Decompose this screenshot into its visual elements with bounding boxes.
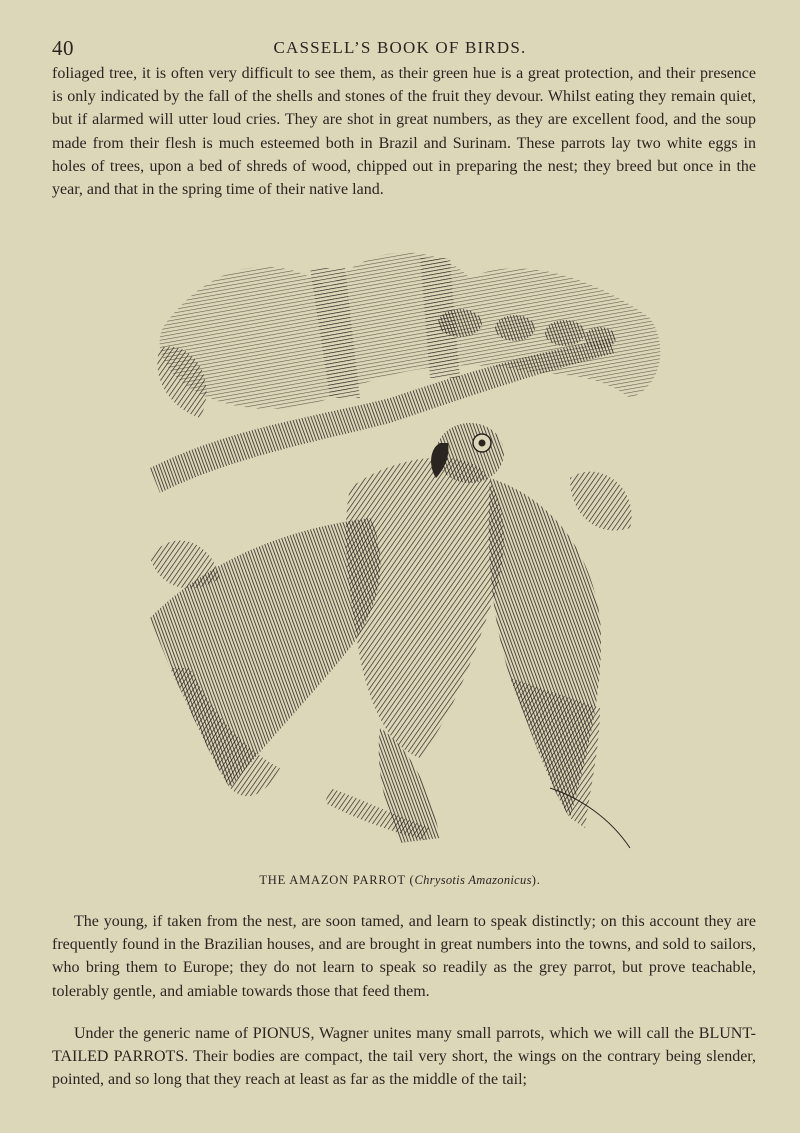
page-number: 40	[52, 36, 74, 60]
caption-suffix: ).	[531, 873, 541, 887]
figure-caption	[0, 873, 800, 888]
running-head: CASSELL’S BOOK OF BIRDS.	[273, 38, 527, 57]
caption-scientific-name: Chrysotis Amazonicus	[414, 873, 532, 887]
body-paragraph-3: Under the generic name of PIONUS, Wagner unites many small parrots, which we will call the BLUNT-TAILED PARROTS. Their bodies are compact, the tail very short, the wings on the contrary being slender, pointed, and so long that they reach at least as far as the middle of the tail;	[52, 1025, 756, 1089]
caption-prefix: THE AMAZON PARROT (	[259, 873, 415, 887]
parrot-illustration	[130, 228, 690, 860]
body-paragraph-1: foliaged tree, it is often very difficult to see them, as their green hue is a great protection, and their presence is only indicated by the fall of the shells and stones of the fruit they devour. Whilst eating they remain quiet, but if alarmed will utter loud cries. They are shot in great numbers, as they are excellent food, and the soup made from their flesh is much esteemed both in Brazil and Surinam. These parrots lay two white eggs in holes of trees, upon a bed of shreds of wood, chipped out in preparing the nest; they breed but once in the year, and that in the spring time of their native land.	[52, 65, 756, 199]
body-paragraph-2: The young, if taken from the nest, are soon tamed, and learn to speak distinctly; on this account they are frequently found in the Brazilian houses, and are brought in great numbers into the towns, and sold to sailors, who bring them to Europe; they do not learn to speak so readily as the grey parrot, but prove teachable, tolerably gentle, and amiable towards those that feed them.	[52, 913, 756, 1000]
